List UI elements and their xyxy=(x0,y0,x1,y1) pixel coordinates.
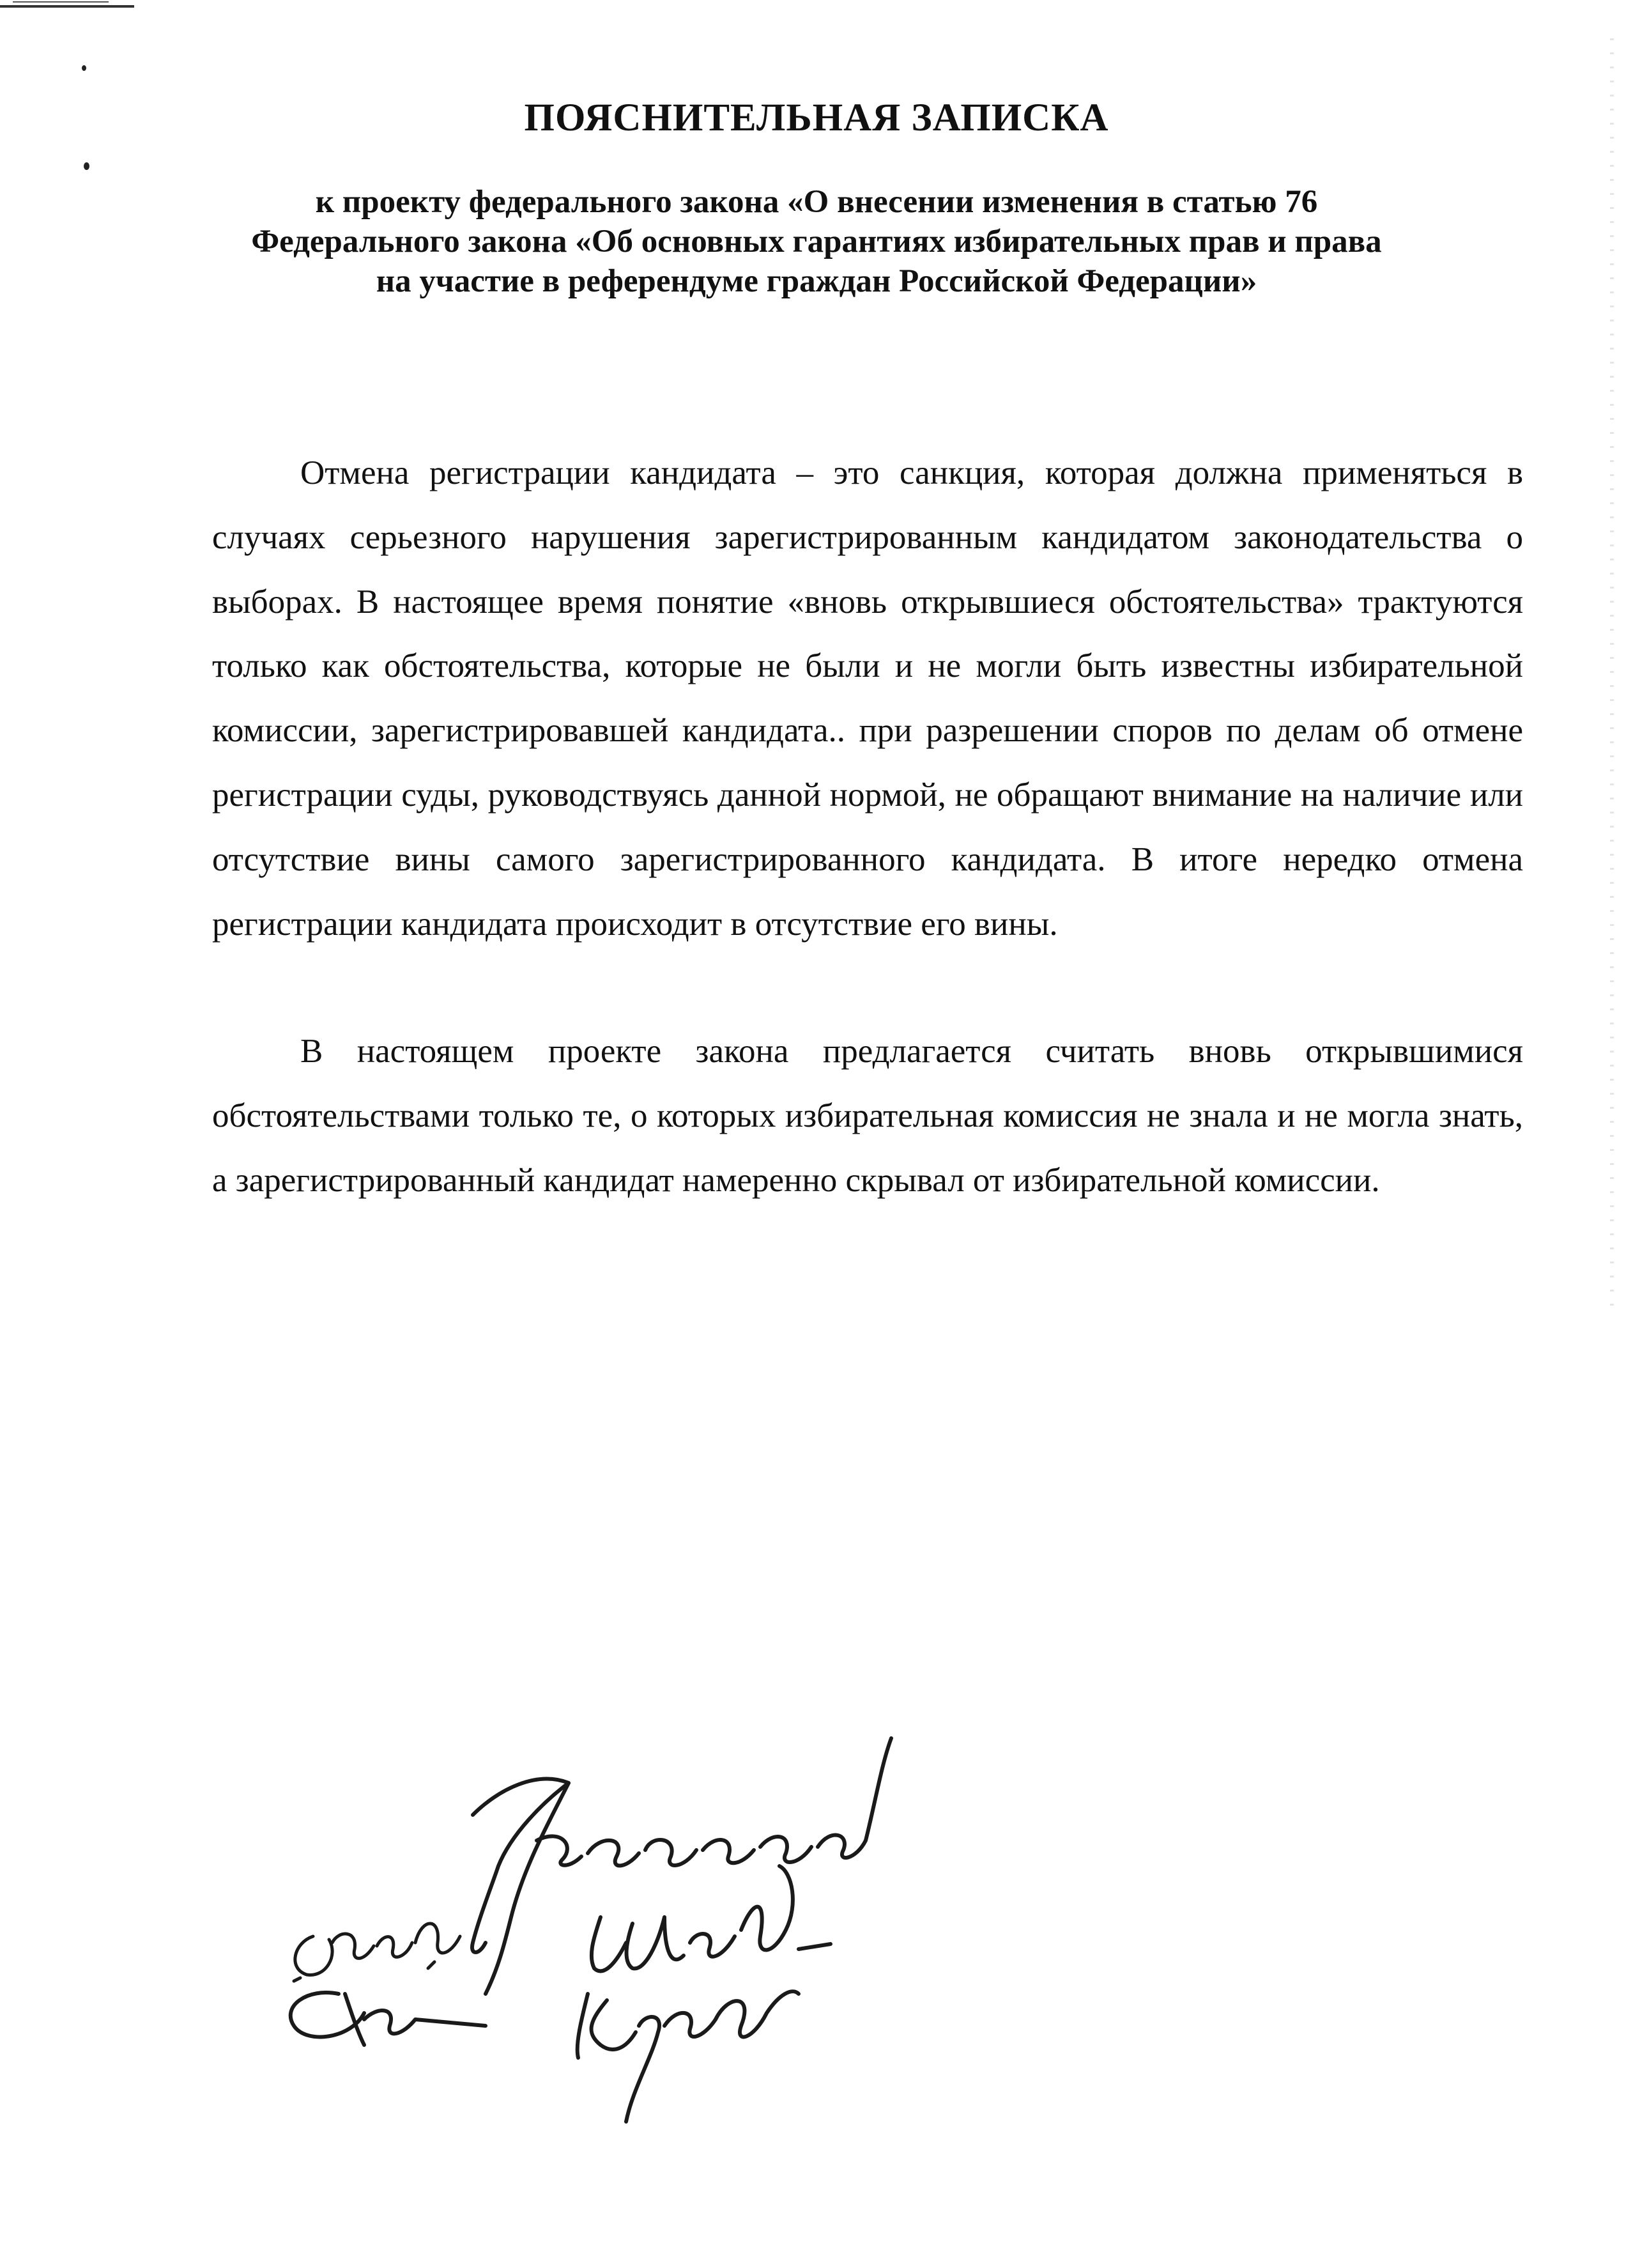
scan-speck xyxy=(82,65,86,71)
body-paragraph: Отмена регистрации кандидата – это санкция, которая должна применяться в случаях серьезного нарушения зарегистрированным кандидатом законодательства о выборах. В настоящее время понятие «вновь открывшиеся обстоятельства» трактуются только как обстоятельства, которые не были и не могли быть известны избирательной комиссии, зарегистрировавшей кандидата.. при разрешении споров по делам об отмене регистрации суды, руководствуясь данной нормой, не обращают внимание на наличие или отсутствие вины самого зарегистрированного кандидата. В итоге нередко отмена регистрации кандидата происходит в отсутствие его вины. xyxy=(212,454,1523,943)
signature xyxy=(592,1866,831,1971)
document-subtitle xyxy=(192,182,1441,301)
signature xyxy=(291,1993,486,2045)
scan-edge-line xyxy=(0,5,134,8)
body-paragraph: В настоящем проекте закона предлагается считать вновь открывшимися обстоятельствами только те, о которых избирательная комиссия не знала и не могла знать, а зарегистрированный кандидат намеренно скрывал от избирательной комиссии. xyxy=(212,1033,1523,1199)
scan-edge-noise xyxy=(1610,38,1614,1316)
signatures-block xyxy=(268,1725,1003,2141)
document-title: ПОЯСНИТЕЛЬНАЯ ЗАПИСКА xyxy=(524,96,1109,139)
scan-edge-line xyxy=(13,1,109,3)
signature xyxy=(578,1991,799,2122)
subtitle-line: на участие в референдуме граждан Российской Федерации» xyxy=(376,263,1257,299)
subtitle-line: Федерального закона «Об основных гарантиях избирательных прав и права xyxy=(251,224,1382,259)
scan-speck xyxy=(84,162,89,170)
subtitle-line: к проекту федерального закона «О внесении изменения в статью 76 xyxy=(315,184,1318,220)
signature xyxy=(294,1924,460,1981)
